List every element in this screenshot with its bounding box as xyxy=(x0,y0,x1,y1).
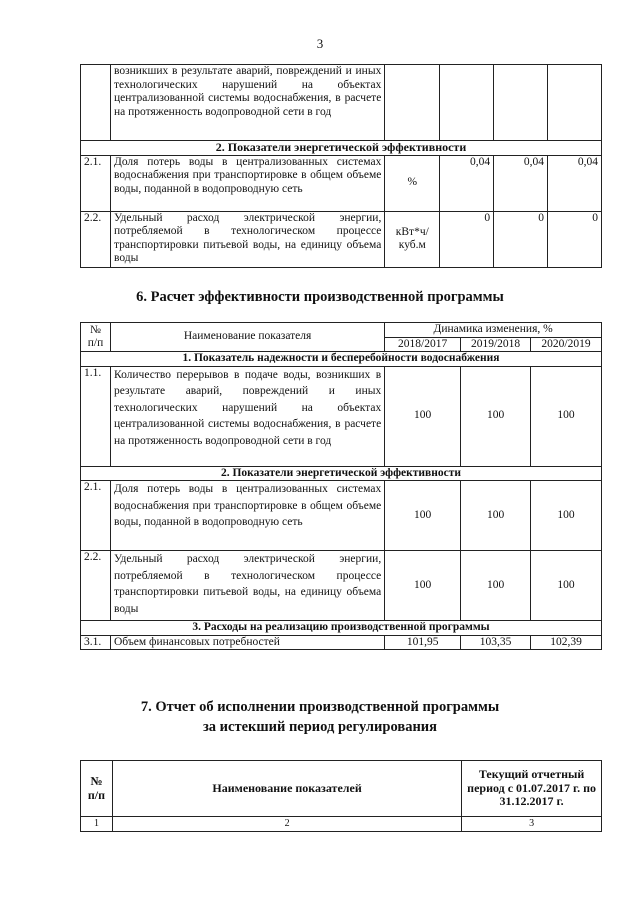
header-row xyxy=(81,761,602,817)
section-heading: 2. Показатели энергетической эффективности xyxy=(81,141,602,156)
row-number: 1.1. xyxy=(81,366,111,466)
value-cell: 0 xyxy=(440,211,494,267)
column-index: 1 xyxy=(81,817,113,832)
indicator-name: Доля потерь воды в централизованных системах водоснабжения при транспортировке в общем объеме воды, поданной в водопроводную сеть xyxy=(110,481,384,551)
value-cell: 0 xyxy=(548,211,602,267)
header-year: 2018/2017 xyxy=(385,337,461,352)
indicator-name: Удельный расход электрической энергии, потребляемой в технологическом процессе транспортировки питьевой воды, на единицу объема воды xyxy=(110,551,384,621)
header-number: № п/п xyxy=(81,323,111,352)
row-number: 2.1. xyxy=(81,155,111,211)
table-row xyxy=(81,366,602,466)
header-year: 2019/2018 xyxy=(461,337,531,352)
header-dynamics: Динамика изменения, % xyxy=(385,323,602,338)
header-period: Текущий отчетный период с 01.07.2017 г. по 31.12.2017 г. xyxy=(462,761,602,817)
table-row xyxy=(81,481,602,551)
value-cell: 0,04 xyxy=(440,155,494,211)
value-cell: 100 xyxy=(385,551,461,621)
page-number: 3 xyxy=(316,36,324,51)
table-row xyxy=(81,65,602,141)
section-row xyxy=(81,466,602,481)
value-cell: 100 xyxy=(461,551,531,621)
efficiency-table xyxy=(80,322,602,650)
value-cell: 100 xyxy=(531,366,602,466)
section-heading: 3. Расходы на реализацию производственной программы xyxy=(81,621,602,636)
section-6-title: 6. Расчет эффективности производственной программы xyxy=(136,289,504,305)
section-heading: 2. Показатели энергетической эффективности xyxy=(81,466,602,481)
value-cell: 103,35 xyxy=(461,635,531,650)
report-table xyxy=(80,760,602,832)
row-number: 2.2. xyxy=(81,551,111,621)
section-7-title-line1: 7. Отчет об исполнении производственной программы xyxy=(140,699,500,715)
indicator-name: Объем финансовых потребностей xyxy=(110,635,384,650)
value-cell: 100 xyxy=(385,366,461,466)
table-row xyxy=(81,635,602,650)
value-cell: 100 xyxy=(385,481,461,551)
targets-table-continuation xyxy=(80,64,602,268)
section-7-title-line2: за истекший период регулирования xyxy=(202,719,438,735)
value-cell: 0,04 xyxy=(494,155,548,211)
row-number xyxy=(81,65,111,141)
header-year: 2020/2019 xyxy=(531,337,602,352)
value-cell: 100 xyxy=(461,366,531,466)
section-row xyxy=(81,352,602,367)
indicator-name: возникших в результате аварий, повреждений и иных технологических нарушений на объектах централизованной системы водоснабжения, в расчете на протяженность водопроводной сети в год xyxy=(110,65,384,141)
value-cell: 100 xyxy=(461,481,531,551)
value-cell: 100 xyxy=(531,481,602,551)
indicator-name: Удельный расход электрической энергии, потребляемой в технологическом процессе транспортировки питьевой воды, на единицу объема воды xyxy=(110,211,384,267)
table-row xyxy=(81,211,602,267)
value-cell: 102,39 xyxy=(531,635,602,650)
header-name: Наименование показателей xyxy=(112,761,461,817)
unit-cell: % xyxy=(385,155,440,211)
value-cell: 0 xyxy=(494,211,548,267)
column-index: 2 xyxy=(112,817,461,832)
unit-cell: кВт*ч/ куб.м xyxy=(385,211,440,267)
row-number: 2.2. xyxy=(81,211,111,267)
section-row xyxy=(81,141,602,156)
header-number: № п/п xyxy=(81,761,113,817)
index-row xyxy=(81,817,602,832)
row-number: 3.1. xyxy=(81,635,111,650)
value-cell: 0,04 xyxy=(548,155,602,211)
column-index: 3 xyxy=(462,817,602,832)
indicator-name: Доля потерь воды в централизованных системах водоснабжения при транспортировке в общем объеме воды, поданной в водопроводную сеть xyxy=(110,155,384,211)
table-row xyxy=(81,551,602,621)
value-cell: 100 xyxy=(531,551,602,621)
row-number: 2.1. xyxy=(81,481,111,551)
section-row xyxy=(81,621,602,636)
header-row xyxy=(81,323,602,338)
indicator-name: Количество перерывов в подаче воды, возникших в результате аварий, повреждений и иных технологических нарушений на объектах централизованной системы водоснабжения, в расчете на протяженность водопроводной сети в год xyxy=(110,366,384,466)
header-name: Наименование показателя xyxy=(110,323,384,352)
section-heading: 1. Показатель надежности и бесперебойности водоснабжения xyxy=(81,352,602,367)
value-cell: 101,95 xyxy=(385,635,461,650)
table-row xyxy=(81,155,602,211)
